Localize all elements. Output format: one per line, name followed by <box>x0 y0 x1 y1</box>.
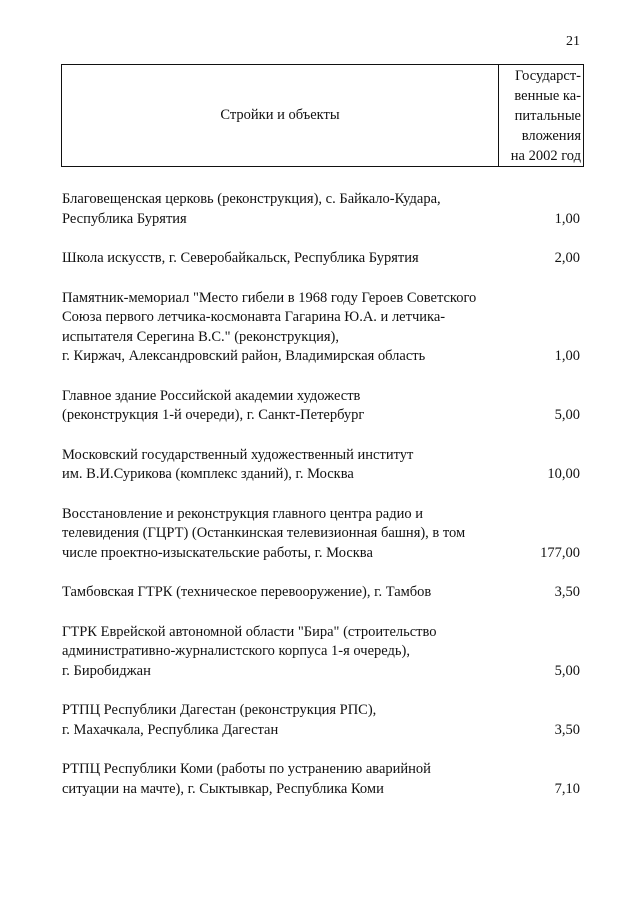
object-description-line: телевидения (ГЦРТ) (Останкинская телевизионная башня), в том <box>62 525 466 541</box>
object-row <box>62 446 580 485</box>
object-description-line: им. В.И.Сурикова (комплекс зданий), г. Москва <box>62 466 354 482</box>
object-row <box>62 505 580 564</box>
object-description-line: административно-журналистского корпуса 1-я очередь), <box>62 643 410 659</box>
object-row <box>62 190 580 229</box>
object-row <box>62 387 580 426</box>
object-description-line: г. Киржач, Александровский район, Владимирская область <box>62 348 426 364</box>
table-header <box>61 64 584 167</box>
object-description <box>62 505 502 564</box>
object-description-line: Памятник-мемориал "Место гибели в 1968 году Героев Советского <box>62 289 477 306</box>
object-description <box>62 446 502 485</box>
object-row <box>62 760 580 799</box>
object-description-line: ситуации на мачте), г. Сыктывкар, Республика Коми <box>62 780 384 797</box>
investment-amount: 7,10 <box>554 780 580 797</box>
object-description-line: Главное здание Российской академии художеств <box>62 387 361 404</box>
object-description <box>62 623 502 682</box>
objects-column-header: Стройки и объекты <box>62 65 499 167</box>
object-row <box>62 289 580 367</box>
investment-amount: 5,00 <box>554 662 580 679</box>
investment-amount: 3,50 <box>554 721 580 738</box>
object-description-line: Благовещенская церковь (реконструкция), с. Байкало-Кудара, <box>62 191 441 207</box>
object-description-line: испытателя Серегина В.С." (реконструкция), <box>62 328 339 345</box>
object-row <box>62 623 580 682</box>
object-description-line: Школа искусств, г. Северобайкальск, Республика Бурятия <box>62 250 419 266</box>
object-row <box>62 583 580 603</box>
objects-list <box>62 190 580 819</box>
object-description-line: г. Биробиджан <box>62 662 151 679</box>
investment-amount: 2,00 <box>554 250 580 266</box>
investment-amount: 177,00 <box>540 544 580 561</box>
amount-header-line: вложения <box>521 128 581 144</box>
investment-amount: 3,50 <box>554 584 580 600</box>
object-description-line: РТПЦ Республики Дагестан (реконструкция РПС), <box>62 702 377 718</box>
object-description-line: г. Махачкала, Республика Дагестан <box>62 721 279 738</box>
object-description-line: Союза первого летчика-космонавта Гагарина Ю.А. и летчика- <box>62 309 446 325</box>
object-description <box>62 583 502 603</box>
page-number: 21 <box>566 34 580 49</box>
object-row <box>62 701 580 740</box>
object-row <box>62 249 580 269</box>
object-description <box>62 701 502 740</box>
object-description-line: Восстановление и реконструкция главного центра радио и <box>62 505 423 522</box>
investment-amount: 10,00 <box>547 466 580 482</box>
object-description-line: числе проектно-изыскательские работы, г. Москва <box>62 544 373 561</box>
investment-amount: 5,00 <box>554 407 580 423</box>
object-description <box>62 760 502 799</box>
object-description <box>62 289 502 367</box>
amount-header-line: Государст- <box>515 68 581 84</box>
amount-header-line: на 2002 год <box>510 148 581 164</box>
investment-amount: 1,00 <box>554 210 580 227</box>
object-description <box>62 190 502 229</box>
object-description <box>62 387 502 426</box>
amount-header-line: питальные <box>514 108 581 124</box>
object-description-line: Московский государственный художественный институт <box>62 446 414 463</box>
object-description-line: (реконструкция 1-й очереди), г. Санкт-Петербург <box>62 407 365 423</box>
investment-amount: 1,00 <box>554 348 580 364</box>
object-description <box>62 249 502 269</box>
amount-column-header <box>499 65 584 167</box>
object-description-line: ГТРК Еврейской автономной области "Бира" (строительство <box>62 623 437 640</box>
object-description-line: Тамбовская ГТРК (техническое перевооружение), г. Тамбов <box>62 584 432 600</box>
object-description-line: Республика Бурятия <box>62 210 187 227</box>
amount-header-line: венные ка- <box>514 88 581 104</box>
object-description-line: РТПЦ Республики Коми (работы по устранению аварийной <box>62 761 431 777</box>
